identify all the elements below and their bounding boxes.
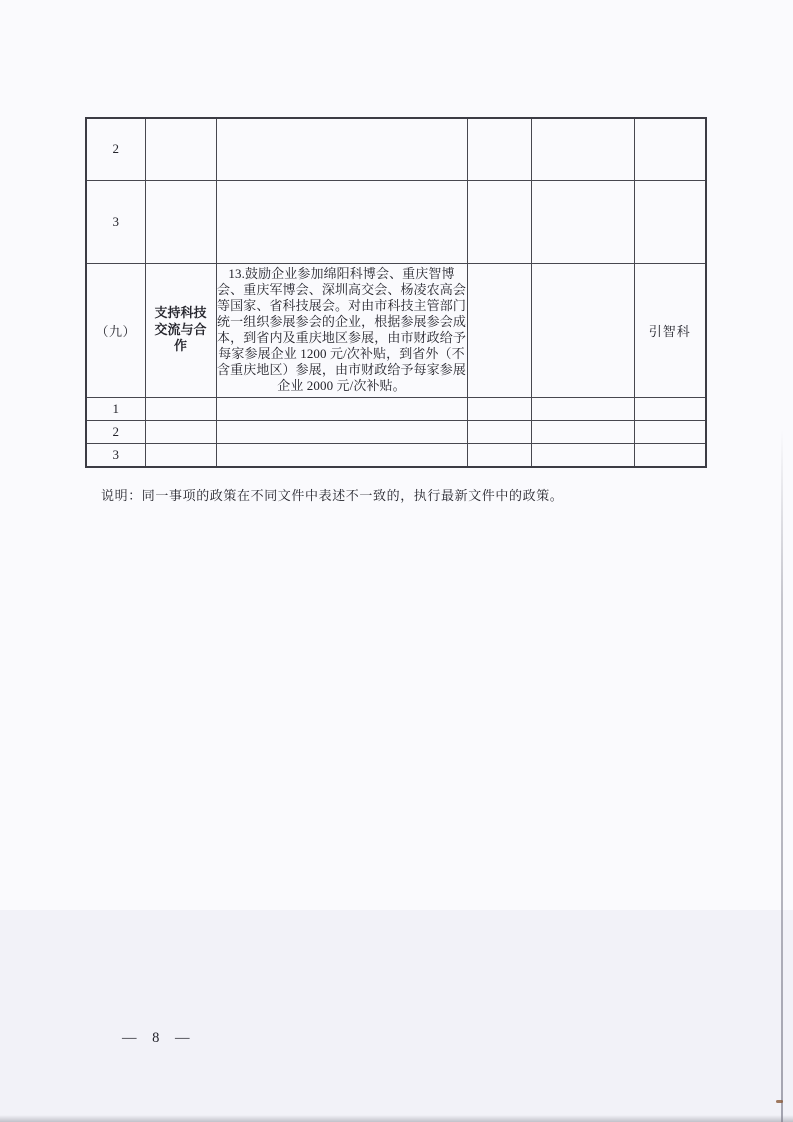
- scan-shading-band: [0, 910, 793, 1122]
- department-cell: 引智科: [634, 263, 706, 397]
- page-edge-shadow-bottom: [0, 1115, 793, 1122]
- empty-cell: [531, 420, 634, 443]
- empty-cell: [216, 397, 467, 420]
- row-number-cell: 1: [86, 397, 145, 420]
- empty-cell: [467, 263, 531, 397]
- policy-table: [85, 117, 707, 468]
- empty-cell: [145, 180, 216, 263]
- row-number-cell: 2: [86, 118, 145, 180]
- row-number-cell: 2: [86, 420, 145, 443]
- empty-cell: [634, 397, 706, 420]
- row-number-cell: 3: [86, 443, 145, 467]
- category-label: 支持科技交流与合作: [154, 305, 207, 354]
- empty-cell: [531, 263, 634, 397]
- empty-cell: [467, 420, 531, 443]
- empty-cell: [216, 118, 467, 180]
- empty-cell: [531, 180, 634, 263]
- empty-cell: [531, 443, 634, 467]
- empty-cell: [216, 180, 467, 263]
- empty-cell: [467, 443, 531, 467]
- table-row: [86, 420, 706, 443]
- empty-cell: [634, 118, 706, 180]
- table-row-main: [86, 263, 706, 397]
- empty-cell: [145, 420, 216, 443]
- empty-cell: [634, 443, 706, 467]
- page-edge-shadow-right: [781, 430, 783, 1122]
- scan-artifact: [776, 1100, 783, 1103]
- page-number: — 8 —: [122, 1030, 194, 1046]
- empty-cell: [634, 420, 706, 443]
- policy-text-cell: 13.鼓励企业参加绵阳科博会、重庆智博会、重庆军博会、深圳高交会、杨凌农高会等国家、省科技展会。对由市科技主管部门统一组织参展参会的企业，根据参展参会成本，到省内及重庆地区参展，由市财政给予每家参展企业 1200 元/次补贴，到省外（不含重庆地区）参展，由市财政给予每家参展企业 2000 元/次补贴。: [216, 263, 467, 397]
- category-cell: [145, 263, 216, 397]
- empty-cell: [467, 180, 531, 263]
- empty-cell: [634, 180, 706, 263]
- empty-cell: [531, 118, 634, 180]
- table-row: [86, 118, 706, 180]
- note-text: 说明：同一事项的政策在不同文件中表述不一致的，执行最新文件中的政策。: [101, 488, 564, 503]
- empty-cell: [145, 397, 216, 420]
- empty-cell: [216, 443, 467, 467]
- section-index-cell: （九）: [86, 263, 145, 397]
- empty-cell: [145, 443, 216, 467]
- empty-cell: [531, 397, 634, 420]
- empty-cell: [145, 118, 216, 180]
- empty-cell: [216, 420, 467, 443]
- table-row: [86, 397, 706, 420]
- table-row: [86, 443, 706, 467]
- empty-cell: [467, 397, 531, 420]
- row-number-cell: 3: [86, 180, 145, 263]
- empty-cell: [467, 118, 531, 180]
- table-row: [86, 180, 706, 263]
